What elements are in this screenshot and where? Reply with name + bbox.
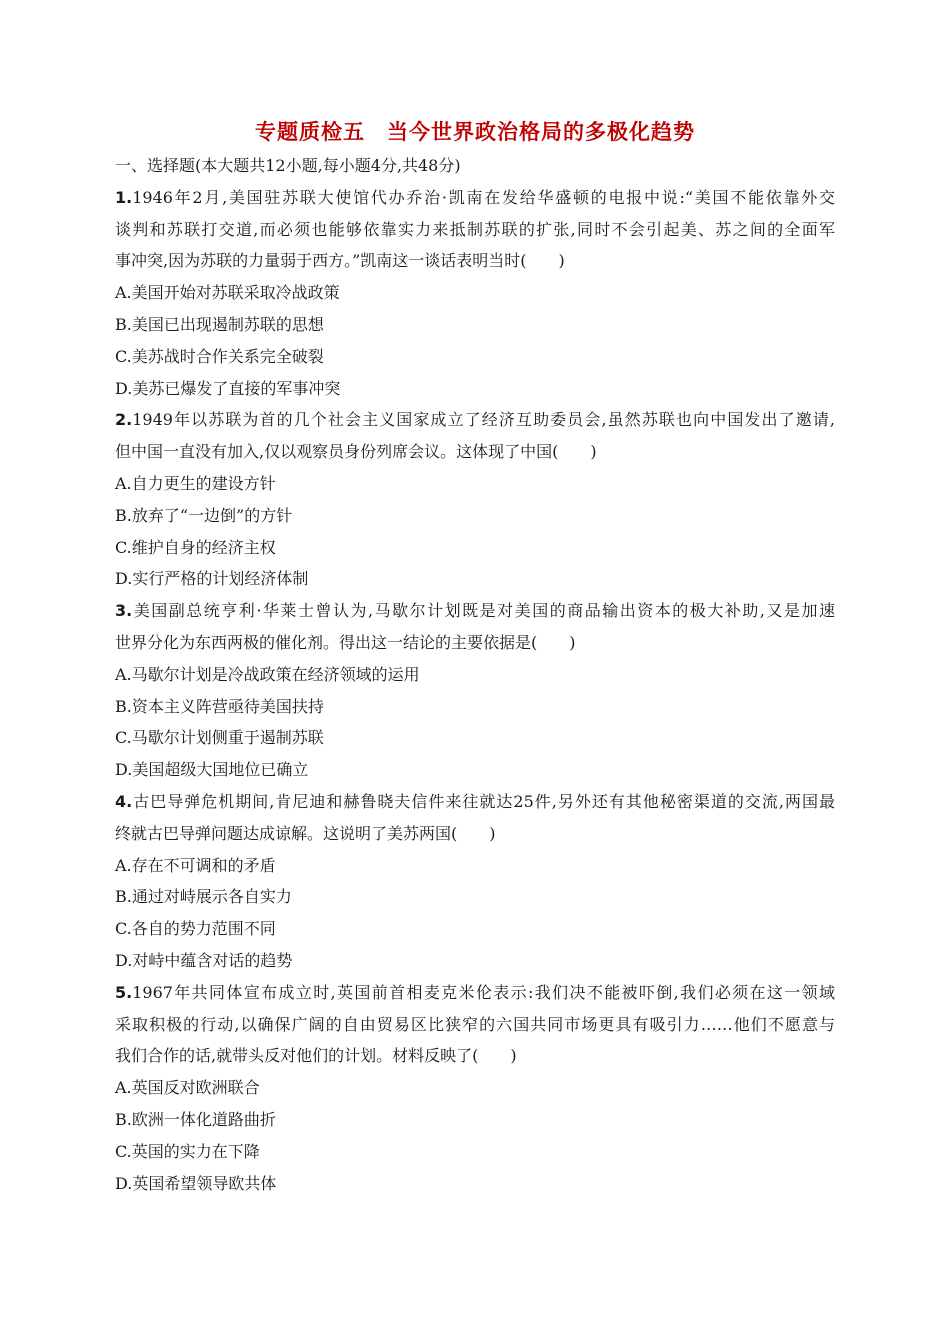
option-a: A.存在不可调和的矛盾 [115,855,276,875]
option-d: D.美国超级大国地位已确立 [115,760,309,780]
option-a: A.马歇尔计划是冷战政策在经济领域的运用 [115,664,420,684]
option-b: B.放弃了“一边倒”的方针 [115,505,293,525]
question-3 [115,595,835,786]
question-stem-line: 终就古巴导弹问题达成谅解。这说明了美苏两国( ) [115,823,496,843]
page-title: 专题质检五 当今世界政治格局的多极化趋势 [255,120,695,144]
question-1 [115,182,835,405]
question-stem-line: 2.1949年以苏联为首的几个社会主义国家成立了经济互助委员会,虽然苏联也向中国发出了邀请, [115,410,835,430]
question-number: 3. [115,601,133,621]
option-c: C.维护自身的经济主权 [115,537,276,557]
option-c: C.美苏战时合作关系完全破裂 [115,346,324,366]
section-heading: 一、选择题(本大题共12小题,每小题4分,共48分) [115,156,461,175]
question-stem-line: 谈判和苏联打交道,而必须也能够依靠实力来抵制苏联的扩张,同时不会引起美、苏之间的全面军 [115,219,835,239]
option-a: A.英国反对欧洲联合 [115,1078,260,1098]
question-stem-line: 3.美国副总统亨利·华莱士曾认为,马歇尔计划既是对美国的商品输出资本的极大补助,又是加速 [115,601,835,621]
question-number: 4. [115,791,133,811]
option-d: D.实行严格的计划经济体制 [115,569,309,589]
question-5 [115,977,835,1200]
question-stem-line: 4.古巴导弹危机期间,肯尼迪和赫鲁晓夫信件来往就达25件,另外还有其他秘密渠道的交流,两国最 [115,791,835,811]
question-4 [115,786,835,977]
option-a: A.美国开始对苏联采取冷战政策 [115,283,340,303]
option-b: B.欧洲一体化道路曲折 [115,1109,276,1129]
option-d: D.英国希望领导欧共体 [115,1173,277,1193]
option-d: D.对峙中蕴含对话的趋势 [115,950,293,970]
option-c: C.马歇尔计划侧重于遏制苏联 [115,728,324,748]
option-c: C.英国的实力在下降 [115,1141,260,1161]
question-stem-line: 5.1967年共同体宣布成立时,英国前首相麦克米伦表示:我们决不能被吓倒,我们必须在这一领域 [115,982,835,1002]
option-c: C.各自的势力范围不同 [115,919,276,939]
question-stem-line: 采取积极的行动,以确保广阔的自由贸易区比狭窄的六国共同市场更具有吸引力……他们不愿意与 [115,1014,835,1034]
option-b: B.通过对峙展示各自实力 [115,887,292,907]
question-number: 1. [115,187,133,207]
option-b: B.美国已出现遏制苏联的思想 [115,314,324,334]
question-stem-line: 世界分化为东西两极的催化剂。得出这一结论的主要依据是( ) [115,632,576,652]
question-list [115,150,835,1199]
option-d: D.美苏已爆发了直接的军事冲突 [115,378,341,398]
question-stem-line: 1.1946年2月,美国驻苏联大使馆代办乔治·凯南在发给华盛顿的电报中说:“美国不能依靠外交 [115,187,835,207]
question-number: 2. [115,410,133,430]
option-a: A.自力更生的建设方针 [115,473,276,493]
question-2 [115,404,835,595]
question-number: 5. [115,982,133,1002]
question-stem-line: 我们合作的话,就带头反对他们的计划。材料反映了( ) [115,1046,517,1066]
option-b: B.资本主义阵营亟待美国扶持 [115,696,324,716]
question-stem-line: 但中国一直没有加入,仅以观察员身份列席会议。这体现了中国( ) [115,442,597,462]
question-stem-line: 事冲突,因为苏联的力量弱于西方。”凯南这一谈话表明当时( ) [115,251,565,271]
